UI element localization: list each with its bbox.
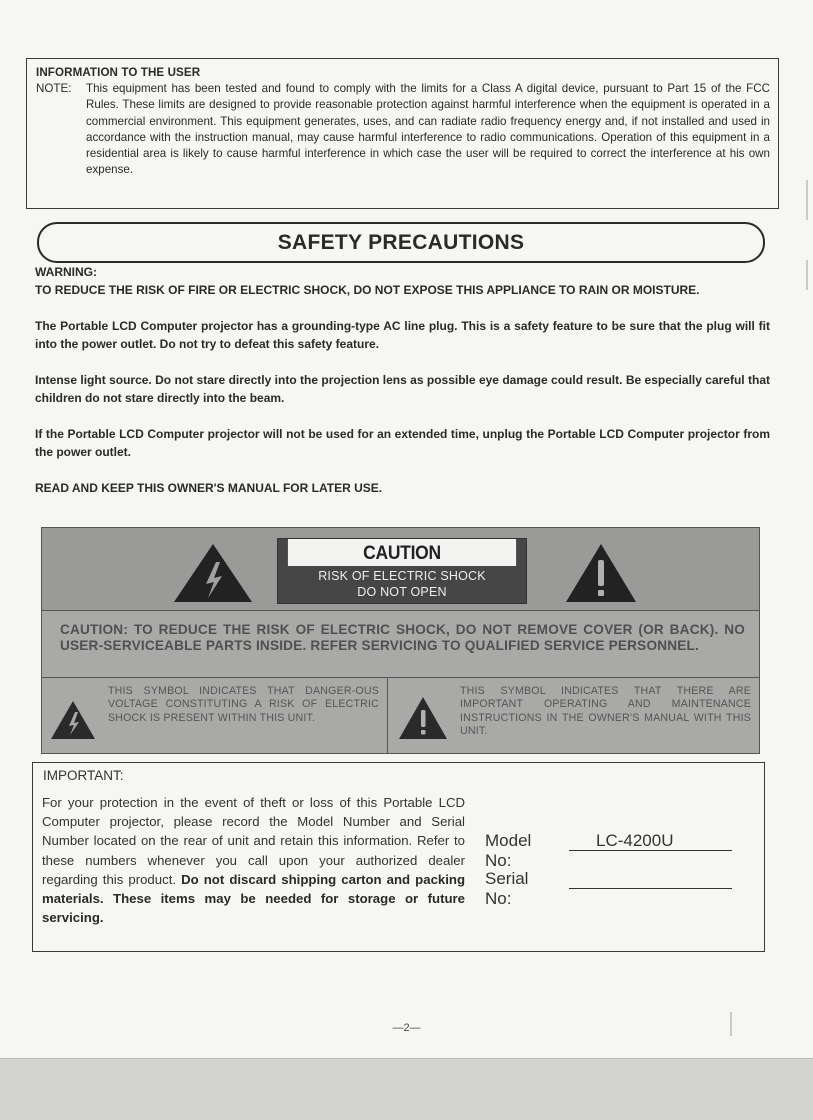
page-number: —2— [392,1022,421,1034]
fcc-notice-title: INFORMATION TO THE USER [36,66,201,79]
safety-precautions-title: SAFETY PRECAUTIONS [37,222,765,263]
caution-panel-header [42,528,759,610]
important-body: For your protection in the event of theft or loss of this Portable LCD Computer projector, please record the Model Number and Serial Number located on the rear of unit and retain this information. Refer to these numbers whenever you call upon your authorized dealer regarding this product. [42,795,465,887]
fcc-note-label: NOTE: [36,82,72,96]
warning-label: WARNING: [35,265,97,279]
keep-manual-text: READ AND KEEP THIS OWNER'S MANUAL FOR LATER USE. [35,481,383,495]
caution-text: CAUTION: TO REDUCE THE RISK OF ELECTRIC SHOCK, DO NOT REMOVE COVER (OR BACK). NO USER-SERVICEABLE PARTS INSIDE. REFER SERVICING TO QUALIFIED SERVICE PERSONNEL. [42,610,759,678]
unplug-text: If the Portable LCD Computer projector will not be used for an extended time, unplug the Portable LCD Computer projector from the power outlet. [35,427,770,459]
lightning-symbol-text: THIS SYMBOL INDICATES THAT DANGER-OUS VOLTAGE CONSTITUTING A RISK OF ELECTRIC SHOCK IS PRESENT WITHIN THIS UNIT. [108,685,379,724]
important-title: IMPORTANT: [43,768,124,783]
lightning-warning-icon [172,542,254,604]
caution-panel [41,527,760,754]
important-box [32,762,765,952]
exclamation-symbol-icon [398,696,448,740]
caution-heading: CAUTION [288,539,516,566]
important-text [42,793,465,927]
lightning-symbol-explanation [42,678,388,753]
serial-number-label: Serial No: [485,869,529,908]
fcc-notice-box [26,58,779,209]
exclamation-warning-icon [564,542,638,604]
model-number-value: LC-4200U [569,831,732,851]
exclamation-symbol-text: THIS SYMBOL INDICATES THAT THERE ARE IMPORTANT OPERATING AND MAINTENANCE INSTRUCTIONS IN THE OWNER'S MANUAL WITH THIS UNIT. [460,685,751,738]
grounding-plug-text: The Portable LCD Computer projector has a grounding-type AC line plug. This is a safety feature to be sure that the plug will fit into the power outlet. Do not try to defeat this safety feature. [35,319,770,351]
symbol-explanations [42,678,759,753]
lightning-symbol-icon [50,700,96,740]
caution-subtitle-2: DO NOT OPEN [357,585,447,599]
fcc-note [36,81,770,178]
scan-mark [730,1012,732,1036]
safety-text-block [35,263,770,515]
important-bold-note: Do not discard shipping carton and packing materials. These items may be needed for storage or future servicing. [42,871,466,926]
warning-text: TO REDUCE THE RISK OF FIRE OR ELECTRIC SHOCK, DO NOT EXPOSE THIS APPLIANCE TO RAIN OR MOISTURE. [35,283,700,297]
exclamation-symbol-explanation [388,678,759,753]
fcc-note-text: This equipment has been tested and found to comply with the limits for a Class A digital device, pursuant to Part 15 of the FCC Rules. These limits are designed to provide reasonable protection against harmful interference when the equipment is operated in a commercial environment. This equipment generates, uses, and can radiate radio frequency energy and, if not installed and used in accordance with the instruction manual, may cause harmful interference to radio communications. Operation of this equipment in a residential area is likely to cause harmful interference in which case the user will be required to correct the interference at his own expense. [86,82,770,177]
scan-mark [806,180,808,220]
scan-mark [806,260,808,290]
caution-label-box [277,538,527,604]
light-source-text: Intense light source. Do not stare directly into the projection lens as possible eye damage could result. Be especially careful that children do not stare directly into the beam. [35,373,770,405]
serial-number-value [569,869,732,889]
caution-subtitle-1: RISK OF ELECTRIC SHOCK [318,569,486,583]
model-number-label: Model No: [485,831,532,870]
